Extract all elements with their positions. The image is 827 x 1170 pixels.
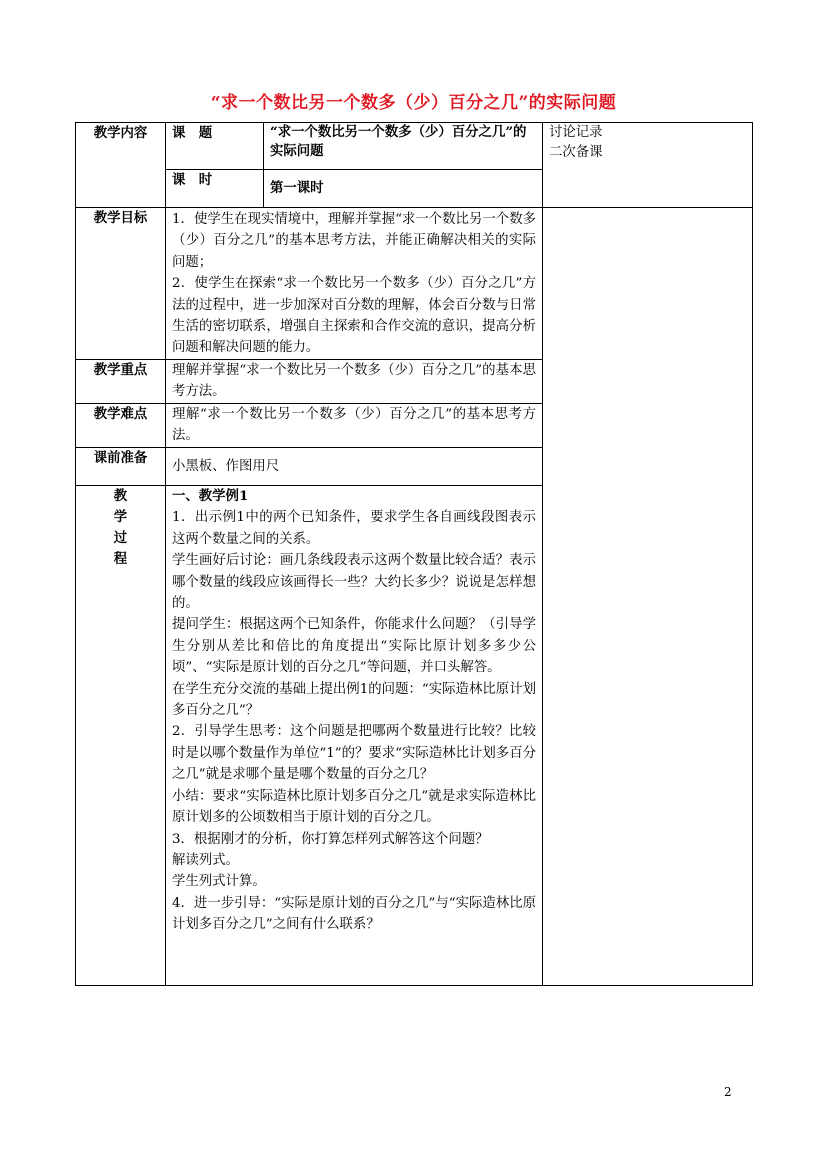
label-process bbox=[76, 486, 166, 986]
process-paragraph: 提问学生：根据这两个已知条件，你能求什么问题？（引导学生分别从差比和倍比的角度提出“实际比原计划多多少公顷”、“实际是原计划的百分之几”等问题，并口头解答。 bbox=[172, 617, 536, 676]
objective-1: 1．使学生在现实情境中，理解并掌握“求一个数比另一个数多（少）百分之几”的基本思考方法，并能正确解决相关的实际问题； bbox=[172, 212, 536, 270]
process-char-4: 程 bbox=[113, 551, 128, 567]
key-points-text: 理解并掌握“求一个数比另一个数多（少）百分之几”的基本思考方法。 bbox=[172, 363, 536, 400]
label-key-points: 教学重点 bbox=[76, 360, 166, 404]
process-heading: 一、教学例1 bbox=[172, 488, 249, 504]
page-number: 2 bbox=[724, 1085, 732, 1099]
process-char-3: 过 bbox=[113, 530, 128, 546]
side-notes-column bbox=[543, 208, 753, 986]
process-paragraph: 学生列式计算。 bbox=[172, 874, 266, 890]
label-objectives: 教学目标 bbox=[76, 208, 166, 360]
process-paragraph: 解读列式。 bbox=[172, 852, 239, 868]
row-objectives bbox=[76, 208, 753, 360]
objective-2: 2．使学生在探索“求一个数比另一个数多（少）百分之几”方法的过程中，进一步加深对百分数的理解，体会百分数与日常生活的密切联系，增强自主探索和合作交流的意识，提高分析问题和解决问题的能力。 bbox=[172, 276, 536, 356]
label-topic: 课 题 bbox=[166, 123, 264, 170]
label-preparation: 课前准备 bbox=[76, 448, 166, 486]
process-paragraph: 小结：要求“实际造林比原计划多百分之几”就是求实际造林比原计划多的公顷数相当于原计划的百分之几。 bbox=[172, 788, 536, 826]
period-value: 第一课时 bbox=[264, 170, 543, 208]
process-paragraph: 2．引导学生思考：这个问题是把哪两个数量进行比较？比较时是以哪个数量作为单位“1”的？要求“实际造林比计划多百分之几”就是求哪个量是哪个数量的百分之几？ bbox=[172, 724, 536, 783]
process-paragraph: 3．根据刚才的分析，你打算怎样列式解答这个问题？ bbox=[172, 831, 489, 847]
row-topic bbox=[76, 123, 753, 170]
discussion-record-label: 讨论记录 bbox=[549, 125, 603, 140]
difficulties-content bbox=[166, 404, 543, 448]
document-title: “求一个数比另一个数多（少）百分之几”的实际问题 bbox=[210, 93, 617, 113]
process-content bbox=[166, 486, 543, 986]
process-paragraph: 4．进一步引导：“实际是原计划的百分之几”与“实际造林比原计划多百分之几”之间有什么联系？ bbox=[172, 895, 536, 933]
key-points-content bbox=[166, 360, 543, 404]
topic-value: “求一个数比另一个数多（少）百分之几”的实际问题 bbox=[264, 123, 543, 170]
process-paragraph: 学生画好后讨论：画几条线段表示这两个数量比较合适？表示哪个数量的线段应该画得长一些？大约长多少？说说是怎样想的。 bbox=[172, 553, 536, 612]
difficulties-text: 理解“求一个数比另一个数多（少）百分之几”的基本思考方法。 bbox=[172, 407, 536, 444]
label-period: 课 时 bbox=[166, 170, 264, 208]
lesson-plan-table bbox=[75, 122, 753, 986]
process-char-2: 学 bbox=[113, 509, 128, 525]
second-preparation-label: 二次备课 bbox=[549, 145, 603, 160]
label-content: 教学内容 bbox=[76, 123, 166, 208]
side-notes-header bbox=[543, 123, 753, 208]
preparation-text: 小黑板、作图用尺 bbox=[172, 458, 280, 474]
label-difficulties: 教学难点 bbox=[76, 404, 166, 448]
objectives-content bbox=[166, 208, 543, 360]
process-paragraph: 1．出示例1中的两个已知条件，要求学生各自画线段图表示这两个数量之间的关系。 bbox=[172, 510, 536, 547]
preparation-content bbox=[166, 448, 543, 486]
process-paragraph: 在学生充分交流的基础上提出例1的问题：“实际造林比原计划多百分之几”？ bbox=[172, 681, 536, 719]
process-char-1: 教 bbox=[113, 488, 128, 504]
